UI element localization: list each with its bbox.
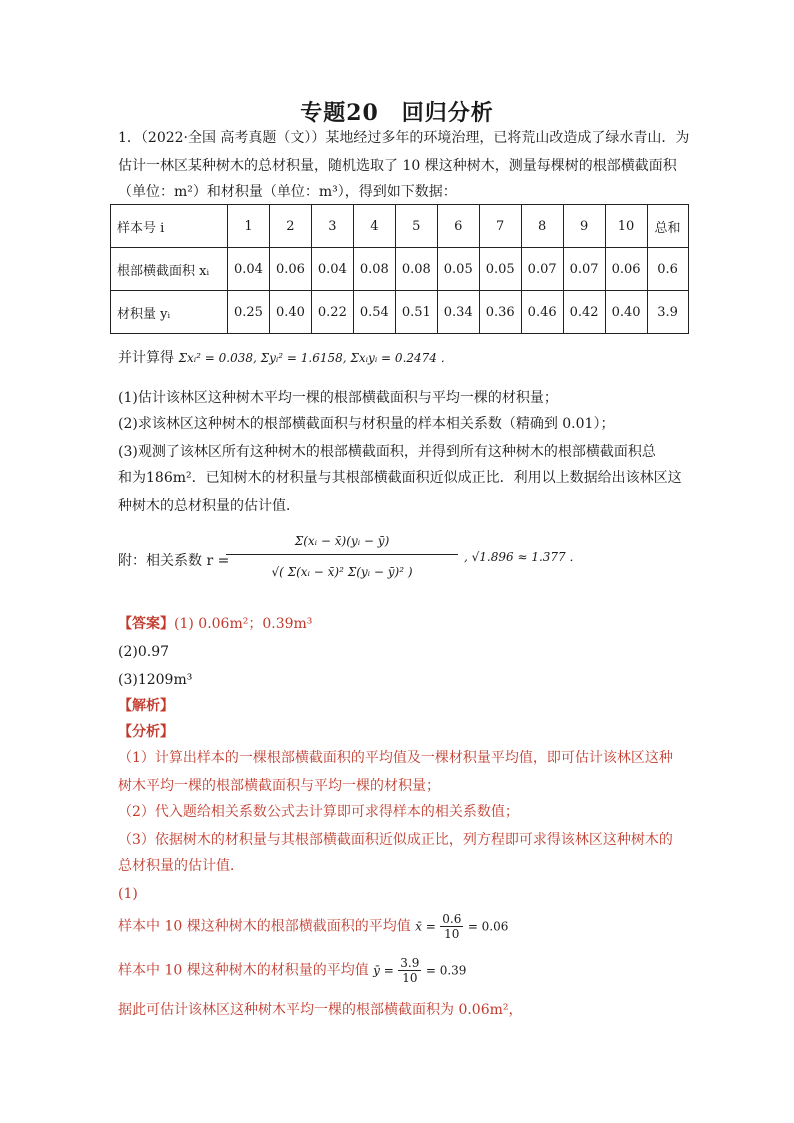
question-3-line-3: 种树木的总材积量的估计值．: [118, 498, 300, 514]
table-cell: 3.9: [647, 291, 688, 334]
sums-prefix: 并计算得: [118, 350, 174, 366]
fraction-denominator: 10: [402, 971, 418, 985]
solution-mean-y-fraction: [398, 956, 421, 985]
table-cell: 8: [521, 205, 563, 248]
table-cell: 0.07: [521, 248, 563, 291]
analysis-1-line-2: 树木平均一棵的根部横截面积与平均一棵的材积量；: [118, 778, 440, 794]
table-cell: 0.25: [228, 291, 270, 334]
solution-mean-x-fraction: [440, 912, 463, 941]
answer-1: (1) 0.06m²；0.39m³: [174, 616, 313, 632]
question-3-line-2: 和为186m²．已知树木的材积量与其根部横截面积近似成正比．利用以上数据给出该林区这: [118, 470, 682, 486]
jiexi-tag: 【解析】: [118, 698, 174, 714]
table-cell: 0.04: [311, 248, 353, 291]
table-cell: 0.42: [563, 291, 605, 334]
table-cell: 9: [563, 205, 605, 248]
table-cell: 7: [479, 205, 521, 248]
analysis-3-line-2: 总材积量的估计值．: [118, 858, 244, 874]
solution-mean-y: [118, 956, 466, 985]
table-cell: 0.22: [311, 291, 353, 334]
table-cell: 6: [437, 205, 479, 248]
table-cell: 0.05: [437, 248, 479, 291]
analysis-1-line-1: （1）计算出样本的一棵根部横截面积的平均值及一棵材积量平均值，即可估计该林区这种: [118, 750, 673, 766]
solution-mean-y-text: 样本中 10 棵这种树木的材积量的平均值: [118, 962, 369, 979]
table-cell: 3: [311, 205, 353, 248]
analysis-2: （2）代入题给相关系数公式去计算即可求得样本的相关系数值；: [118, 804, 519, 820]
solution-mean-x-result: = 0.06: [467, 919, 509, 934]
fraction-numerator: 0.6: [442, 912, 462, 926]
solution-mean-x: [118, 912, 508, 941]
question-2: (2)求该林区这种树木的根部横截面积与材积量的样本相关系数（精确到 0.01）；: [118, 416, 615, 432]
formula-fraction: [226, 528, 458, 589]
table-cell: 0.06: [605, 248, 647, 291]
data-table: [110, 204, 689, 334]
solution-part-1: (1): [118, 886, 138, 902]
table-cell: 0.40: [605, 291, 647, 334]
table-cell: 2: [269, 205, 311, 248]
answer-line-1: [118, 614, 312, 634]
question-1: (1)估计该林区这种树木平均一棵的根部横截面积与平均一棵的材积量；: [118, 390, 558, 406]
page-title: 专题20 回归分析: [300, 100, 494, 126]
answer-3: (3)1209m³: [118, 672, 193, 688]
table-cell: 0.04: [228, 248, 270, 291]
table-cell: 1: [228, 205, 270, 248]
table-cell: 总和: [647, 205, 688, 248]
formula-tail: , √1.896 ≈ 1.377 ．: [464, 550, 582, 564]
solution-mean-y-var: ȳ =: [373, 963, 394, 978]
sums-line: [118, 348, 453, 368]
fraction-numerator: 3.9: [400, 956, 420, 970]
table-cell: 0.06: [269, 248, 311, 291]
table-cell: 0.51: [395, 291, 437, 334]
table-cell: 0.34: [437, 291, 479, 334]
table-cell: 0.08: [353, 248, 395, 291]
row-label-volume: 材积量 yᵢ: [111, 291, 228, 334]
table-cell: 0.54: [353, 291, 395, 334]
table-cell: 0.36: [479, 291, 521, 334]
formula-denominator: √( Σ(xᵢ − x̄)² Σ(yᵢ − ȳ)² ): [271, 565, 413, 579]
table-cell: 5: [395, 205, 437, 248]
formula-numerator: Σ(xᵢ − x̄)(yᵢ − ȳ): [226, 528, 458, 555]
fraction-denominator: 10: [444, 927, 460, 941]
question-3-line-1: (3)观测了该林区所有这种树木的根部横截面积，并得到所有这种树木的根部横截面积总: [118, 444, 656, 460]
solution-mean-y-result: = 0.39: [425, 963, 467, 978]
table-cell: 4: [353, 205, 395, 248]
row-label-sample: 样本号 i: [111, 205, 228, 248]
sums-expression: Σxᵢ² = 0.038, Σyᵢ² = 1.6158, Σxᵢyᵢ = 0.2474 ．: [178, 351, 453, 365]
row-label-area: 根部横截面积 xᵢ: [111, 248, 228, 291]
table-cell: 0.07: [563, 248, 605, 291]
table-cell: 10: [605, 205, 647, 248]
solution-mean-x-var: x̄ =: [415, 919, 436, 934]
table-cell: 0.46: [521, 291, 563, 334]
problem-intro-line-1: 1．（2022·全国 高考真题（文））某地经过多年的环境治理，已将荒山改造成了绿水青山．为: [118, 130, 690, 146]
answer-tag: 【答案】: [118, 616, 174, 632]
table-cell: 0.40: [269, 291, 311, 334]
table-cell: 0.6: [647, 248, 688, 291]
table-cell: 0.05: [479, 248, 521, 291]
solution-estimate: 据此可估计该林区这种树木平均一棵的根部横截面积为 0.06m²，: [118, 1002, 523, 1018]
problem-intro-line-3: （单位：m²）和材积量（单位：m³），得到如下数据：: [118, 184, 457, 200]
solution-mean-x-text: 样本中 10 棵这种树木的根部横截面积的平均值: [118, 918, 411, 935]
table-cell: 0.08: [395, 248, 437, 291]
problem-intro-line-2: 估计一林区某种树木的总材积量，随机选取了 10 棵这种树木，测量每棵树的根部横截面积: [118, 158, 677, 174]
table-row: [111, 205, 689, 248]
analysis-3-line-1: （3）依据树木的材积量与其根部横截面积近似成正比，列方程即可求得该林区这种树木的: [118, 832, 673, 848]
formula-label: 附：相关系数 r =: [118, 553, 230, 569]
answer-2: (2)0.97: [118, 644, 170, 660]
table-row: [111, 291, 689, 334]
fenxi-tag: 【分析】: [118, 724, 174, 740]
table-row: [111, 248, 689, 291]
